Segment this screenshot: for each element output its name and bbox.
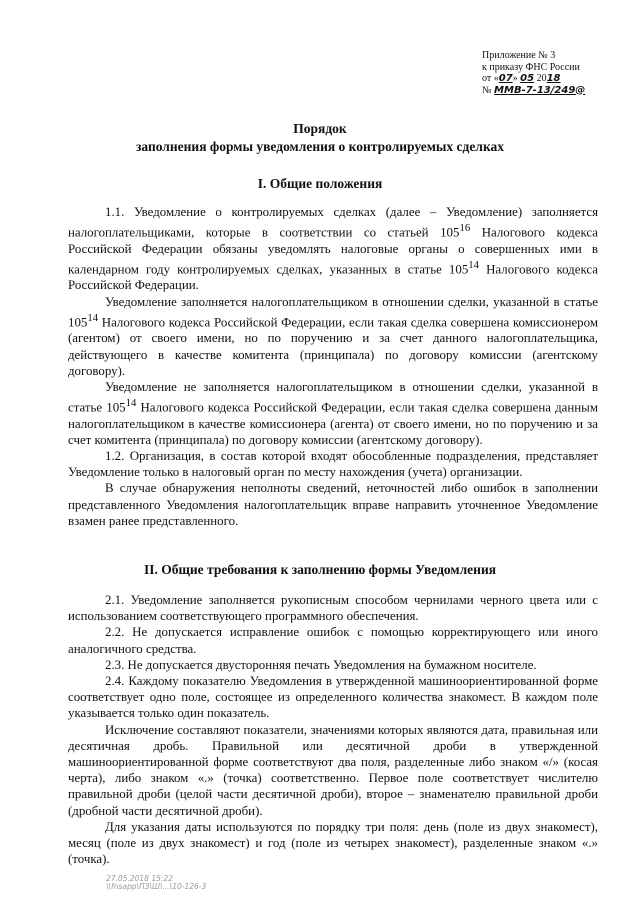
footer-timestamp: 27.05.2018 15:22 xyxy=(106,874,173,883)
paragraph-2-4: 2.4. Каждому показателю Уведомления в утвержденной машиноориентированной форме соответствует одно поле, состоящее из определенного количества знакомест. В каждом поле указывается только один показатель. xyxy=(68,674,598,721)
paragraph-2-1: 2.1. Уведомление заполняется рукописным способом чернилами черного цвета или с использованием соответствующего программного обеспечения. xyxy=(68,593,598,624)
order-date: от «07» 05 2018 xyxy=(482,73,561,84)
paragraph-1-2: 1.2. Организация, в состав которой входят обособленные подразделения, представляет Уведомление только в налоговый орган по месту нахождения (учета) организации. xyxy=(68,449,598,480)
paragraph-dates: Для указания даты используются по порядку три поля: день (поле из двух знакомест), месяц (поле из двух знакомест) и год (поле из четырех знакомест), разделенные знаком «.» (точка). xyxy=(68,819,598,867)
appendix-header xyxy=(482,50,585,96)
document-title: Порядок xyxy=(293,121,347,136)
order-number: № ММВ-7-13/249@ xyxy=(482,84,586,96)
order-reference: к приказу ФНС России xyxy=(482,61,580,73)
paragraph-2-3: 2.3. Не допускается двусторонняя печать Уведомления на бумажном носителе. xyxy=(105,657,537,672)
section-2-heading: II. Общие требования к заполнению формы Уведомления xyxy=(143,562,497,577)
handwritten-year: 18 xyxy=(546,73,561,84)
paragraph-exception: Уведомление не заполняется налогоплательщиком в отношении сделки, указанной в статье $105^{14}$ Налогового кодекса Российской Федерации, если такая сделка совершена данным налогоплательщиком в качестве комиссионера (агента) от своего имени, но по поручению и за счет комитента (принципала) по договору комиссии (агентскому договору). xyxy=(68,379,598,447)
handwritten-month: 05 xyxy=(520,73,535,84)
paragraph-fractions: Исключение составляют показатели, значениями которых являются дата, правильная или десятичная дробь. Правильной или десятичной дроби в утвержденной машиноориентированной форме соответствуют два поля, разделенные либо знаком «/» (косая черта), либо знаком «.» (точка) соответственно. Первое поле соответствует числителю правильной дроби (целой части десятичной дроби), второе – знаменателю правильной дроби (дробной части десятичной дроби). xyxy=(68,722,598,818)
paragraph-2-2: 2.2. Не допускается исправление ошибок с помощью корректирующего или иного аналогичного средства. xyxy=(68,625,598,656)
section-1-body xyxy=(68,204,598,529)
handwritten-day: 07 xyxy=(498,73,513,84)
appendix-number: Приложение № 3 xyxy=(482,50,556,61)
paragraph-1-1: 1.1. Уведомление о контролируемых сделках (далее – Уведомление) заполняется налогоплательщиками, которые в соответствии со статьей $105^{16}$ Налогового кодекса Российской Федерации обязаны уведомлять налоговые органы о совершенных ими в календарном году контролируемых сделках, указанных в статье $105^{14}$ Налогового кодекса Российской Федерации. xyxy=(68,205,598,293)
footer-path: \\fnsapp\ПЗ\Ш\...\10-126-3 xyxy=(106,882,207,891)
document-subtitle: заполнения формы уведомления о контролируемых сделках xyxy=(135,139,505,154)
section-2-body xyxy=(68,592,598,867)
paragraph-commissioner: Уведомление заполняется налогоплательщиком в отношении сделки, указанной в статье $105^{14}$ Налогового кодекса Российской Федерации, если такая сделка совершена комиссионером (агентом) от своего имени, но по поручению и за счет данного налогоплательщика, действующего в качестве комитента (принципала) по договору комиссии (агентскому договору). xyxy=(68,294,598,378)
handwritten-number: ММВ-7-13/249@ xyxy=(494,84,586,96)
section-1-heading: I. Общие положения xyxy=(257,176,383,191)
scan-footer xyxy=(106,875,206,891)
paragraph-corrections: В случае обнаружения неполноты сведений, неточностей либо ошибок в заполнении представленного Уведомления налогоплательщик вправе направить уточненное Уведомление взамен ранее представленного. xyxy=(68,481,598,528)
